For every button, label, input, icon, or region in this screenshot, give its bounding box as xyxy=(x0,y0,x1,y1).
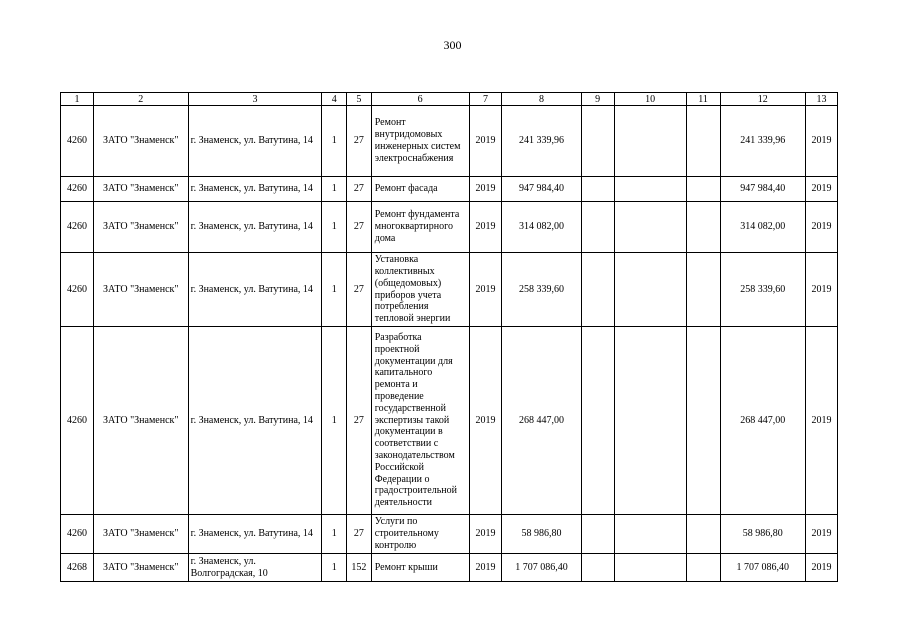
cell-municipality: ЗАТО "Знаменск" xyxy=(93,106,188,177)
cell-municipality: ЗАТО "Знаменск" xyxy=(93,515,188,554)
page-number: 300 xyxy=(443,38,462,52)
column-header: 6 xyxy=(371,93,469,106)
cell-work-type: Ремонт фундамента многоквартирного дома xyxy=(371,202,469,253)
column-header: 8 xyxy=(502,93,581,106)
cell-year-end: 2019 xyxy=(805,515,837,554)
cell-col11 xyxy=(686,177,720,202)
cell-col4: 1 xyxy=(322,106,347,177)
cell-municipality: ЗАТО "Знаменск" xyxy=(93,327,188,515)
cell-col9 xyxy=(581,515,614,554)
cell-cost: 1 707 086,40 xyxy=(502,554,581,582)
cell-col5: 27 xyxy=(347,202,372,253)
column-header: 1 xyxy=(61,93,94,106)
cell-col10 xyxy=(614,253,686,327)
table-row xyxy=(61,515,838,554)
cell-cost: 258 339,60 xyxy=(502,253,581,327)
cell-address: г. Знаменск, ул. Ватутина, 14 xyxy=(188,177,322,202)
table-row xyxy=(61,177,838,202)
cell-cost: 58 986,80 xyxy=(502,515,581,554)
column-header: 4 xyxy=(322,93,347,106)
cell-year: 2019 xyxy=(469,327,502,515)
cell-municipality: ЗАТО "Знаменск" xyxy=(93,253,188,327)
cell-work-type: Установка коллективных (общедомовых) приборов учета потребления тепловой энергии xyxy=(371,253,469,327)
cell-total: 258 339,60 xyxy=(720,253,805,327)
cell-col9 xyxy=(581,554,614,582)
cell-code: 4260 xyxy=(61,177,94,202)
cell-municipality: ЗАТО "Знаменск" xyxy=(93,202,188,253)
cell-work-type: Ремонт крыши xyxy=(371,554,469,582)
cell-work-type: Услуги по строительному контролю xyxy=(371,515,469,554)
cell-year-end: 2019 xyxy=(805,106,837,177)
cell-year-end: 2019 xyxy=(805,202,837,253)
cell-col11 xyxy=(686,554,720,582)
cell-cost: 268 447,00 xyxy=(502,327,581,515)
cell-year-end: 2019 xyxy=(805,253,837,327)
cell-address: г. Знаменск, ул. Ватутина, 14 xyxy=(188,106,322,177)
cell-code: 4260 xyxy=(61,327,94,515)
cell-col9 xyxy=(581,327,614,515)
cell-total: 268 447,00 xyxy=(720,327,805,515)
cell-municipality: ЗАТО "Знаменск" xyxy=(93,554,188,582)
cell-cost: 241 339,96 xyxy=(502,106,581,177)
cell-total: 58 986,80 xyxy=(720,515,805,554)
cell-address: г. Знаменск, ул. Ватутина, 14 xyxy=(188,202,322,253)
cell-col11 xyxy=(686,253,720,327)
cell-year: 2019 xyxy=(469,554,502,582)
works-table xyxy=(60,92,838,582)
cell-col4: 1 xyxy=(322,327,347,515)
cell-code: 4260 xyxy=(61,515,94,554)
cell-col11 xyxy=(686,327,720,515)
cell-work-type: Разработка проектной документации для капитального ремонта и проведение государственной экспертизы такой документации в соответствии с законодательством Российской Федерации о градостроительной деятельности xyxy=(371,327,469,515)
cell-municipality: ЗАТО "Знаменск" xyxy=(93,177,188,202)
cell-col4: 1 xyxy=(322,515,347,554)
column-header: 10 xyxy=(614,93,686,106)
cell-total: 241 339,96 xyxy=(720,106,805,177)
column-header: 7 xyxy=(469,93,502,106)
cell-code: 4268 xyxy=(61,554,94,582)
column-header: 11 xyxy=(686,93,720,106)
cell-cost: 947 984,40 xyxy=(502,177,581,202)
cell-total: 947 984,40 xyxy=(720,177,805,202)
table-row xyxy=(61,253,838,327)
cell-col11 xyxy=(686,202,720,253)
cell-col5: 27 xyxy=(347,515,372,554)
cell-col10 xyxy=(614,327,686,515)
cell-year-end: 2019 xyxy=(805,554,837,582)
cell-address: г. Знаменск, ул. Ватутина, 14 xyxy=(188,327,322,515)
cell-year-end: 2019 xyxy=(805,177,837,202)
cell-total: 1 707 086,40 xyxy=(720,554,805,582)
table-row xyxy=(61,106,838,177)
cell-address: г. Знаменск, ул. Волгоградская, 10 xyxy=(188,554,322,582)
cell-code: 4260 xyxy=(61,106,94,177)
cell-col10 xyxy=(614,515,686,554)
table-row xyxy=(61,327,838,515)
cell-year-end: 2019 xyxy=(805,327,837,515)
cell-col4: 1 xyxy=(322,202,347,253)
cell-col5: 152 xyxy=(347,554,372,582)
column-header: 9 xyxy=(581,93,614,106)
cell-col11 xyxy=(686,515,720,554)
column-header: 12 xyxy=(720,93,805,106)
cell-col10 xyxy=(614,106,686,177)
cell-total: 314 082,00 xyxy=(720,202,805,253)
cell-year: 2019 xyxy=(469,202,502,253)
cell-col5: 27 xyxy=(347,106,372,177)
column-header: 3 xyxy=(188,93,322,106)
cell-col10 xyxy=(614,202,686,253)
cell-col5: 27 xyxy=(347,327,372,515)
cell-col10 xyxy=(614,177,686,202)
cell-col4: 1 xyxy=(322,177,347,202)
cell-work-type: Ремонт фасада xyxy=(371,177,469,202)
column-header: 5 xyxy=(347,93,372,106)
column-header: 13 xyxy=(805,93,837,106)
cell-year: 2019 xyxy=(469,106,502,177)
cell-col4: 1 xyxy=(322,554,347,582)
cell-address: г. Знаменск, ул. Ватутина, 14 xyxy=(188,515,322,554)
cell-year: 2019 xyxy=(469,515,502,554)
table-row xyxy=(61,202,838,253)
cell-col9 xyxy=(581,202,614,253)
table-row xyxy=(61,554,838,582)
cell-year: 2019 xyxy=(469,177,502,202)
cell-col10 xyxy=(614,554,686,582)
cell-col9 xyxy=(581,106,614,177)
column-header: 2 xyxy=(93,93,188,106)
cell-work-type: Ремонт внутридомовых инженерных систем электроснабжения xyxy=(371,106,469,177)
cell-address: г. Знаменск, ул. Ватутина, 14 xyxy=(188,253,322,327)
cell-col5: 27 xyxy=(347,253,372,327)
cell-col9 xyxy=(581,177,614,202)
header-row xyxy=(61,93,838,106)
cell-cost: 314 082,00 xyxy=(502,202,581,253)
cell-year: 2019 xyxy=(469,253,502,327)
cell-col9 xyxy=(581,253,614,327)
cell-col5: 27 xyxy=(347,177,372,202)
cell-col4: 1 xyxy=(322,253,347,327)
cell-col11 xyxy=(686,106,720,177)
cell-code: 4260 xyxy=(61,202,94,253)
cell-code: 4260 xyxy=(61,253,94,327)
